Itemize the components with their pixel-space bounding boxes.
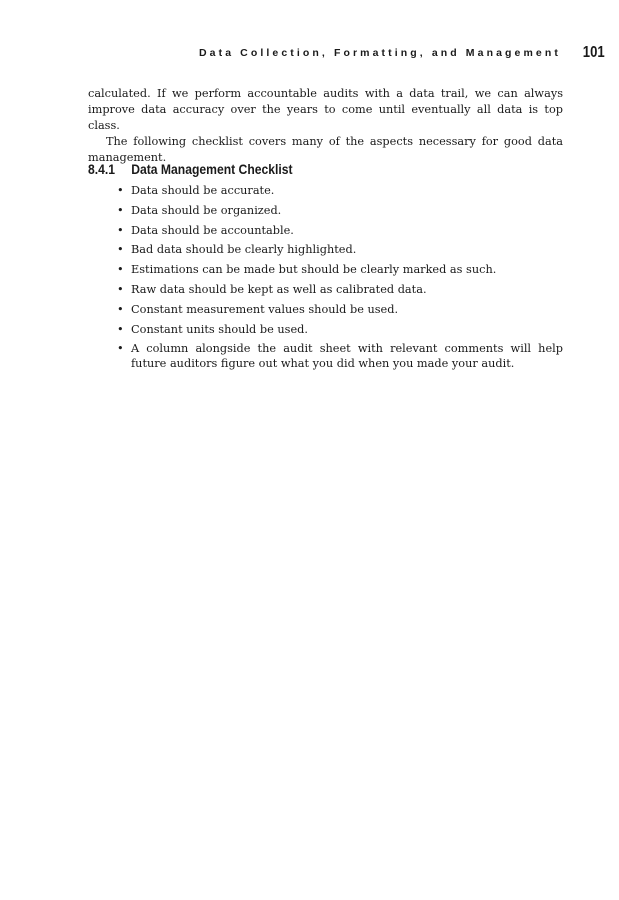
running-head [60,44,605,66]
list-item-text: Raw data should be kept as well as calibrated data. [131,282,427,296]
list-item-text: Estimations can be made but should be clearly marked as such. [131,263,497,277]
section-heading [88,162,293,177]
list-item-text: Constant measurement values should be used. [131,302,399,316]
list-item [117,282,563,297]
bullet-icon: • [117,322,124,336]
list-item [117,302,563,317]
list-item-text: Data should be organized. [131,203,282,217]
section-number: 8.4.1 [88,162,116,177]
bullet-icon: • [117,263,124,277]
paragraph-1: calculated. If we perform accountable audits with a data trail, we can always improve data accuracy over the years to come until eventually all data is top class. [88,87,563,132]
bullet-icon: • [117,243,124,257]
page-number: 101 [583,44,605,61]
bullet-icon: • [117,282,124,296]
list-item-text: Bad data should be clearly highlighted. [131,243,357,257]
paragraph-2: The following checklist covers many of the aspects necessary for good data management. [88,135,563,164]
body-text [88,86,563,166]
list-item-text: A column alongside the audit sheet with relevant comments will help future auditors figure out what you did when you made your audit. [131,342,563,371]
list-item-text: Constant units should be used. [131,322,308,336]
list-item [117,262,563,277]
bullet-icon: • [117,203,124,217]
bullet-icon: • [117,342,124,356]
checklist [117,183,563,376]
bullet-icon: • [117,223,124,237]
list-item-text: Data should be accurate. [131,184,275,197]
list-item [117,341,563,371]
list-item [117,203,563,218]
list-item [117,183,563,198]
section-title: Data Management Checklist [131,162,293,177]
bullet-icon: • [117,302,124,316]
bullet-icon: • [117,184,124,197]
running-head-title: Data Collection, Formatting, and Management [199,47,561,59]
list-item-text: Data should be accountable. [131,223,294,237]
list-item [117,223,563,238]
list-item [117,322,563,337]
list-item [117,242,563,257]
